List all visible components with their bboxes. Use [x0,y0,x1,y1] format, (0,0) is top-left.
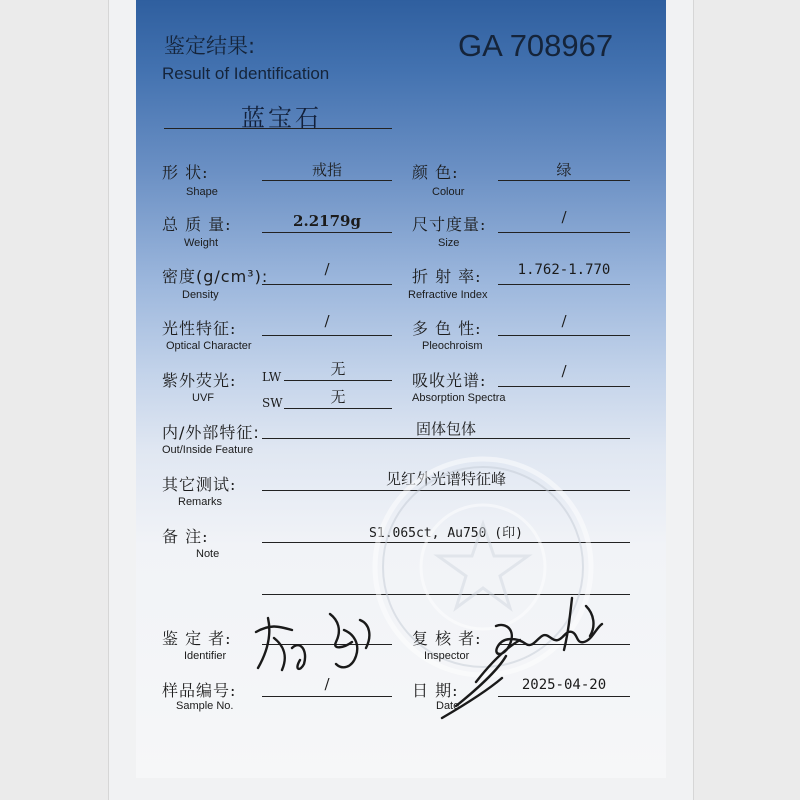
identification-card [136,0,666,778]
absorption-spectra-label-en: Absorption Spectra [412,392,506,404]
density-label-en: Density [182,289,219,301]
pleochroism-label-en: Pleochroism [422,340,483,352]
sample-no-label-en: Sample No. [176,700,234,712]
shape-label: 形 状: [162,163,209,182]
date-label-en: Date [436,700,460,712]
absorption-spectra-underline [498,386,630,387]
uvf-sw-value: 无 [330,388,346,406]
identifier-label: 鉴 定 者: [162,629,232,648]
weight-value: 2.2179g [293,212,361,230]
uvf-label-en: UVF [192,392,214,404]
size-value: / [561,208,567,226]
note-label-en: Note [196,548,220,560]
refractive-index-label: 折 射 率: [412,267,482,286]
remarks-label-en: Remarks [178,496,223,508]
uvf-lw-underline [284,380,392,381]
remarks-label: 其它测试: [162,475,237,494]
optical-character-label-en: Optical Character [166,340,252,352]
inspector-label: 复 核 者: [412,629,482,648]
pleochroism-underline [498,335,630,336]
refractive-index-value: 1.762-1.770 [517,262,611,278]
inside-feature-value: 固体包体 [415,420,476,438]
inside-feature-label-en: Out/Inside Feature [162,444,254,456]
uvf-label: 紫外荧光: [162,371,237,390]
date-underline [498,696,630,697]
weight-label-en: Weight [184,237,219,249]
certificate-serial: GA 708967 [458,28,614,63]
absorption-spectra-label: 吸收光谱: [412,371,487,390]
shape-underline [262,180,392,181]
weight-underline [262,232,392,233]
optical-character-underline [262,335,392,336]
optical-character-label: 光性特征: [162,319,237,338]
sample-no-underline [262,696,392,697]
date-label: 日 期: [412,681,459,700]
result-title-cn: 鉴定结果: [164,34,256,58]
refractive-index-underline [498,284,630,285]
colour-label-en: Colour [432,186,465,198]
result-title-en: Result of Identification [162,64,330,83]
date-value: 2025-04-20 [521,677,607,693]
pleochroism-value: / [561,312,567,330]
identifier-signature [248,590,398,680]
inspector-label-en: Inspector [424,650,470,662]
colour-underline [498,180,630,181]
size-label: 尺寸度量: [412,215,487,234]
weight-label: 总 质 量: [162,215,232,234]
size-underline [498,232,630,233]
pleochroism-label: 多 色 性: [412,319,482,338]
shape-label-en: Shape [186,186,218,198]
shape-value: 戒指 [311,161,342,179]
sample-no-value: / [324,675,330,693]
sample-no-label: 样品编号: [162,681,237,700]
density-value: / [324,260,330,278]
stone-underline [164,128,392,129]
note-value: S1.065ct, Au750 (印) [369,526,523,541]
colour-value: 绿 [556,161,572,179]
optical-character-value: / [324,312,330,330]
colour-label: 颜 色: [412,163,459,182]
remarks-value: 见红外光谱特征峰 [385,470,506,488]
uvf-sw-label: SW [262,396,283,410]
density-underline [262,284,392,285]
uvf-sw-underline [284,408,392,409]
inside-feature-label: 内/外部特征: [162,423,260,442]
inspector-signature [436,586,636,726]
identifier-label-en: Identifier [184,650,227,662]
stone-name: 蓝宝石 [241,104,322,132]
note-label: 备 注: [162,527,209,546]
absorption-spectra-value: / [561,362,567,380]
inside-feature-underline [262,438,630,439]
refractive-index-label-en: Refractive Index [408,289,488,301]
uvf-lw-value: 无 [330,360,346,378]
size-label-en: Size [438,237,460,249]
density-label: 密度(g/cm³): [162,267,269,286]
uvf-lw-label: LW [262,370,282,384]
